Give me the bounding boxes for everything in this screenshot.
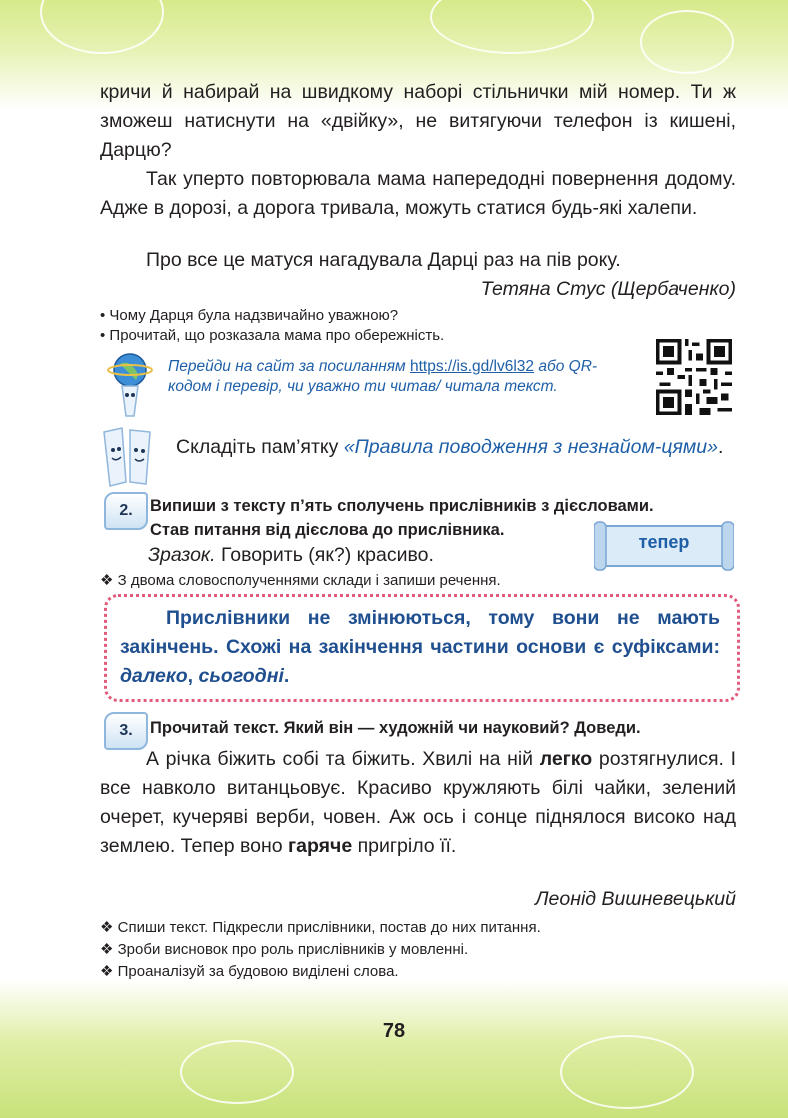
- task2-extra: ❖ З двома словосполученнями склади і запиши речення.: [100, 572, 501, 589]
- task3-subtask-2: ❖ Зроби висновок про роль прислівників у мовленні.: [100, 941, 469, 958]
- task3-instruction: Прочитай текст. Який він — художній чи науковий? Доведи.: [150, 719, 641, 737]
- task3-text-part: розтягнулися. І все навколо витанцьовує. Красиво кружляють білі чайки, зелений очерет, кучеряві верби, човен. Аж ось і сонце піднялося високо над землею. Тепер воно: [100, 748, 736, 857]
- task-number-3: 3.: [104, 712, 148, 750]
- task3-subtask-3: ❖ Проаналізуй за будовою виділені слова.: [100, 963, 399, 980]
- highlight-word-1: легко: [539, 748, 593, 770]
- story-author: Тетяна Стус (Щербаченко): [480, 278, 736, 300]
- rule-sep: ,: [187, 665, 199, 687]
- task2-instruction-2: Став питання від дієслова до прислівника.: [150, 521, 505, 539]
- rule-example-2: сьогодні: [198, 665, 284, 687]
- story-paragraph-1: кричи й набирай на швидкому наборі стільнички мій номер. Ти ж зможеш натиснути на «двійку», не витягуючи телефон із кишені, Дарцю?: [100, 81, 736, 161]
- qr-code-icon[interactable]: [656, 339, 732, 415]
- memo-title: «Правила поводження з незнайом-цями»: [343, 436, 718, 458]
- globe-character-icon: [100, 350, 158, 422]
- link-text-after: або QR-кодом і перевір, чи уважно ти читав/ читала текст.: [168, 358, 598, 395]
- example-text: Говорить (як?) красиво.: [215, 544, 434, 566]
- page-number: 78: [382, 1020, 406, 1042]
- task3-subtask-1: ❖ Спиши текст. Підкресли прислівники, постав до них питання.: [100, 919, 541, 936]
- rule-example-1: далеко: [120, 665, 188, 687]
- question-2: • Прочитай, що розказала мама про обережність.: [100, 327, 445, 344]
- task-number-2: 2.: [104, 492, 148, 530]
- task3-text-part: А річка біжить собі та біжить. Хвилі на ній: [146, 748, 540, 770]
- task3-text: [100, 745, 736, 861]
- memo-task: [176, 433, 736, 461]
- task3-text-part: пригріло її.: [352, 835, 457, 857]
- link-text-before: Перейди на сайт за посиланням: [168, 358, 410, 375]
- story-paragraph-2: Так уперто повторювала мама напередодні повернення додому. Адже в дорозі, а дорога тривала, можуть статися будь-які халепи.: [100, 168, 736, 219]
- task2-example: [148, 543, 434, 567]
- rule-text: [120, 604, 720, 691]
- question-1: • Чому Дарця була надзвичайно уважною?: [100, 307, 399, 324]
- highlight-word-2: гаряче: [288, 835, 353, 857]
- memo-end: .: [717, 436, 724, 458]
- example-label: Зразок.: [148, 544, 216, 566]
- task3-author: Леонід Вишневецький: [535, 888, 736, 910]
- link-url[interactable]: https://is.gd/lv6l32: [409, 358, 535, 375]
- story-paragraph-3: Про все це матуся нагадувала Дарці раз на пів року.: [146, 249, 621, 271]
- pencil-characters-icon: [96, 422, 162, 494]
- link-instruction: [168, 357, 628, 397]
- memo-text: Складіть пам’ятку: [176, 436, 344, 458]
- task2-instruction-1: Випиши з тексту п’ять сполучень прислівників з дієсловами.: [150, 497, 654, 515]
- rule-end: .: [283, 665, 290, 687]
- rule-body: Прислівники не змінюються, тому вони не мають закінчень. Схожі на закінчення частини основи є суфіксами:: [120, 607, 720, 658]
- scroll-word: тепер: [638, 532, 690, 552]
